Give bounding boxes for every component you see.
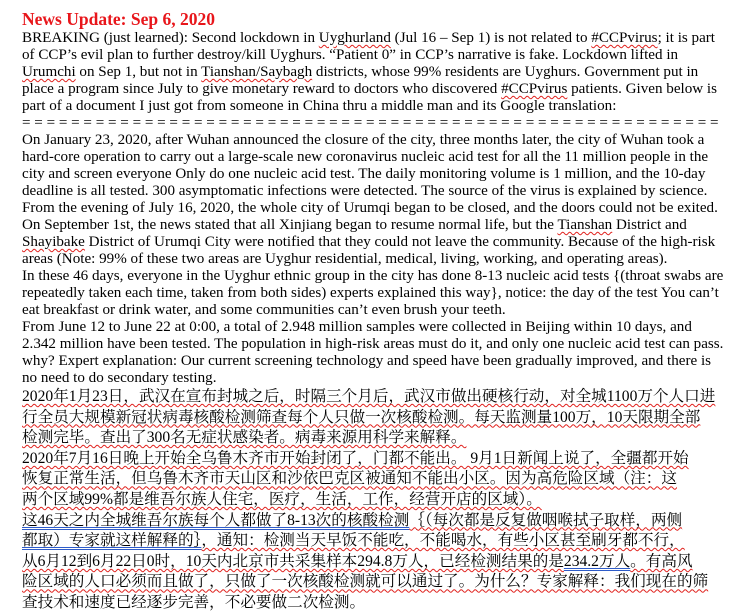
text-line [22,469,732,490]
misspelled-word[interactable]: 从6月12到6月22日0时，10天内北京市共采集样本294.8万人，已经检测结果的是 [22,552,564,570]
text-line-content [22,166,705,183]
text-line [22,572,732,593]
text-run: areas (Note: 99% of these two areas are Uyghur residential, medical, living, working, and operating areas). [22,251,668,267]
misspelled-word[interactable]: Tianshan [557,217,613,233]
document-title: News Update: Sep 6, 2020 [22,9,215,29]
text-line [22,217,732,234]
text-line [22,183,732,200]
misspelled-word[interactable]: 恢复正常生活，但乌鲁木齐市天山区和沙依巴克区被通知不能出小区。因为高危险区域（注：这 [22,470,677,488]
text-line [22,64,732,81]
text-line [22,490,732,511]
text-line [22,408,732,429]
text-line-content [22,319,692,336]
text-line-content [22,234,715,251]
text-line-content [22,98,616,115]
text-run: repeatedly taken each time, taken from both sides) experts explained this way}, notice: the day of the test You can’t [22,285,719,301]
text-line-content [22,251,667,268]
text-run: place a program since July to give monetary reward to doctors who discovered [22,81,502,97]
text-line [22,531,732,552]
text-line [22,200,732,217]
text-run: city and screen everyone Only do one nucleic acid test. The daily monitoring volume is 1 million, and the 10-day [22,166,706,182]
text-run: of CCP’s evil plan to further destroy/kill Uyghurs. “Patient 0” in CCP’s narrative is fake. Lockdown lifted in [22,47,679,63]
text-line-content [22,336,723,353]
text-line [22,285,732,302]
text-line [22,370,732,387]
paragraph [22,200,732,217]
text-line [22,353,732,370]
misspelled-word[interactable]: 。有高风 [630,552,693,570]
misspelled-word[interactable]: #CCPvirus [591,30,658,46]
text-line-content [22,47,678,64]
text-line-content [22,552,693,573]
text-line-content [22,449,689,470]
text-line [22,336,732,353]
text-line [22,166,732,183]
text-line [22,552,732,573]
misspelled-word[interactable]: ，通知：检测当天早饭不能吃，不能喝水，有些小区甚至刷牙都不行， [201,532,685,550]
text-line-content [22,302,506,319]
paragraph [22,387,732,449]
text-line-content [22,408,700,429]
text-line-content [22,285,719,302]
text-run: From June 12 to June 22 at 0:00, a total of 2.948 million samples were collected in Beijing within 10 days, and [22,319,692,335]
misspelled-word[interactable]: ｛（每次都是反复做咽喉拭子取样，两侧 [409,511,683,529]
misspelled-word[interactable]: 险区域的人口必须而且做了，只做了一次核酸检测就可以通过了。为什么？专家解释：我们现在的筛 [22,573,709,591]
text-run: districts, whose 99% residents are Uyghurs. Government put in [312,64,699,80]
text-line-content [22,64,698,81]
paragraph [22,115,732,132]
text-run: In these 46 days, everyone in the Uyghur ethnic group in the city has done 8-13 nucleic acid tests {(throat swabs are [22,268,724,284]
text-run: 2.342 million have been tested. The population in high-risk areas must do it, and only one nucleic acid test can pass. [22,336,724,352]
text-line [22,132,732,149]
text-line-content [22,268,723,285]
misspelled-word[interactable]: #CCPvirus [501,81,568,97]
text-run: eat breakfast or drink water, and some communities can’t even brush your teeth. [22,302,506,318]
text-run: On January 23, 2020, after Wuhan announced the closure of the city, three months later, the city of Wuhan took a [22,132,705,148]
text-line [22,449,732,470]
text-run: on Sep 1, but not in [75,64,202,80]
text-line [22,428,732,449]
text-run: From the evening of July 16, 2020, the whole city of Urumqi began to be closed, and the doors could not be exited. [22,200,718,216]
text-line-content [22,593,365,614]
paragraph [22,268,732,319]
text-line-content [22,428,466,449]
text-run: (Jul 16 – Sep 1) is not related to [390,30,592,46]
text-run: = = = = = = = = = = = = = = = = = = = = = = = = = = = = = = = = = = = = = = = = = = = = = = = = = = = = = = = = = [22,115,719,131]
text-line [22,251,732,268]
paragraph [22,217,732,268]
text-run: ; it is part [657,30,715,46]
text-run: no need to do secondary testing. [22,370,217,386]
text-run: hard-core operation to carry out a large-scale new coronavirus nucleic acid test for all the 11 million people in the [22,149,709,165]
text-line-content [22,217,687,234]
text-line-content [22,132,704,149]
text-run: BREAKING (just learned): Second lockdown in [22,30,319,46]
text-run: District and [612,217,687,233]
paragraph [22,30,732,115]
text-line [22,593,732,614]
text-line [22,387,732,408]
text-line [22,47,732,64]
paragraph [22,449,732,511]
misspelled-word[interactable]: Uyghurland [318,30,391,46]
text-line [22,268,732,285]
misspelled-word[interactable]: 2020年1月23日，武汉在宣布封城之后，时隔三个月后，武汉市做出硬核行动，对全城1100万个人口进 [22,388,716,405]
text-line [22,234,732,251]
text-line-content [22,81,717,98]
misspelled-word[interactable]: 检测完毕。查出了300名无症状感染者。病毒来源用科学来解释。 [22,429,467,447]
text-line-content [22,183,707,200]
paragraph [22,511,732,614]
misspelled-word[interactable]: 2020年7月16日晚上开始全乌鲁木齐市开始封闭了，门都不能出。 9月1日新闻上说了，全疆都开始 [22,449,689,467]
grammar-flagged-text[interactable]: 这46天之内全城维吾尔族每个人都做了8-13次的核酸检测 [22,511,410,529]
misspelled-word[interactable]: Urumchi [22,64,76,80]
text-line [22,302,732,319]
text-line [22,98,732,115]
text-run: deadline is all tested. 300 asymptomatic infections were detected. The source of the virus is explained by science. [22,183,708,199]
misspelled-word[interactable]: Tianshan/Saybagh [201,64,313,80]
text-run: part of a document I just got from someone in China thru a middle man and its Google translation: [22,98,617,114]
document-body[interactable] [22,30,732,614]
misspelled-word[interactable]: 两个区域99%都是维吾尔族人住宅，医疗，生活，工作，经营开店的区域）。 [22,490,542,508]
text-run: District of Urumqi City were notified that they could not leave the community. Because of the high-risk [84,234,716,250]
text-run: why? Expert explanation: Our current screening technology and speed have been gradually improved, and there is [22,353,712,369]
text-run: patients. Given below is [567,81,717,97]
text-line [22,149,732,166]
text-line [22,115,732,132]
text-line-content [22,572,708,593]
text-run: 查技术和速度已经逐步完善，不必要做二次检测。 [22,593,366,611]
text-line-content [22,115,719,132]
text-line-content [22,490,542,511]
text-line-content [22,30,715,47]
text-line-content [22,370,217,387]
paragraph [22,319,732,387]
grammar-flagged-text[interactable]: 234.2万人 [563,552,631,570]
text-line-content [22,149,708,166]
text-line-content [22,511,682,532]
misspelled-word[interactable]: Shayibake [22,234,85,250]
text-line-content [22,353,711,370]
text-line-content [22,469,677,490]
paragraph [22,132,732,200]
text-line [22,511,732,532]
text-line-content [22,387,715,408]
text-line-content [22,200,718,217]
text-run: On September 1st, the news stated that all Xinjiang began to resume normal life, but the [22,217,558,233]
grammar-flagged-text[interactable]: 都取）专家就这样解释的｝ [22,532,202,550]
misspelled-word[interactable]: 行全员大规模新冠状病毒核酸检测筛查每个人只做一次核酸检测。每天监测量100万，10天限期全部 [22,408,701,426]
text-line-content [22,531,685,552]
text-line [22,81,732,98]
text-line [22,319,732,336]
text-line [22,30,732,47]
